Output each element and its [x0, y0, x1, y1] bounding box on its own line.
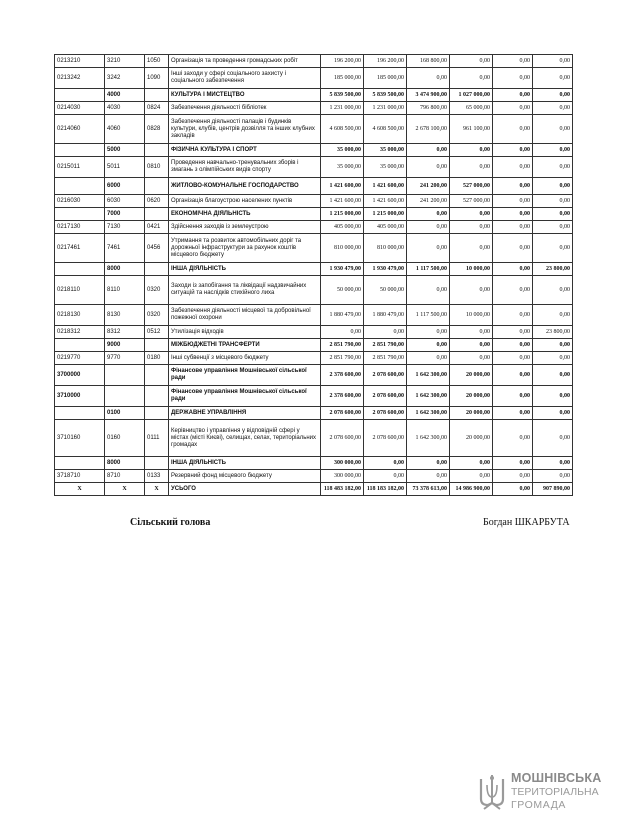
amount-cell: 0,00 [450, 352, 493, 365]
item-name-cell: ЕКОНОМІЧНА ДІЯЛЬНІСТЬ [169, 208, 321, 221]
amount-cell: 2 851 790,00 [321, 339, 364, 352]
community-logo [478, 770, 628, 818]
amount-cell: 0,00 [407, 234, 450, 263]
amount-cell: 0,00 [450, 326, 493, 339]
kpkv-code-cell: 7130 [105, 221, 145, 234]
amount-cell: 527 000,00 [450, 195, 493, 208]
kpkv-code-cell: 8000 [105, 457, 145, 470]
function-code-cell [145, 407, 169, 420]
amount-cell: 1 215 000,00 [321, 208, 364, 221]
table-row [55, 195, 573, 208]
amount-cell: 0,00 [407, 144, 450, 157]
program-code-cell [55, 407, 105, 420]
table-row [55, 420, 573, 457]
amount-cell: 0,00 [493, 276, 533, 305]
item-name-cell: ЖИТЛОВО-КОМУНАЛЬНЕ ГОСПОДАРСТВО [169, 178, 321, 195]
program-code-cell [55, 89, 105, 102]
amount-cell: 1 930 479,00 [364, 263, 407, 276]
amount-cell: 0,00 [407, 339, 450, 352]
kpkv-code-cell [105, 365, 145, 386]
amount-cell: 20 000,00 [450, 420, 493, 457]
amount-cell: 0,00 [450, 55, 493, 68]
kpkv-code-cell: 6030 [105, 195, 145, 208]
amount-cell: 2 851 790,00 [364, 352, 407, 365]
amount-cell: 185 000,00 [364, 68, 407, 89]
amount-cell: 0,00 [407, 68, 450, 89]
amount-cell: 0,00 [407, 326, 450, 339]
function-code-cell [145, 178, 169, 195]
amount-cell: 0,00 [493, 234, 533, 263]
amount-cell: 0,00 [533, 407, 573, 420]
table-row [55, 470, 573, 483]
program-code-cell [55, 339, 105, 352]
amount-cell: 1 642 300,00 [407, 407, 450, 420]
amount-cell: 2 851 790,00 [364, 339, 407, 352]
program-code-cell: 0218130 [55, 305, 105, 326]
amount-cell: 0,00 [450, 221, 493, 234]
amount-cell: 20 000,00 [450, 407, 493, 420]
amount-cell: 0,00 [450, 68, 493, 89]
program-code-cell: X [55, 483, 105, 496]
table-row [55, 365, 573, 386]
amount-cell: 0,00 [533, 457, 573, 470]
item-name-cell: Забезпечення діяльності палаців i будинків культури, клубів, центрів дозвілля та iнших клубних закладів [169, 115, 321, 144]
table-row [55, 234, 573, 263]
item-name-cell: УСЬОГО [169, 483, 321, 496]
amount-cell: 1 231 000,00 [321, 102, 364, 115]
amount-cell: 0,00 [533, 221, 573, 234]
item-name-cell: Фінансове управління Мошнівської сільської ради [169, 386, 321, 407]
program-code-cell [55, 457, 105, 470]
item-name-cell: Здійснення заходів із землеустрою [169, 221, 321, 234]
amount-cell: 1 421 600,00 [321, 195, 364, 208]
table-row [55, 157, 573, 178]
kpkv-code-cell: 4030 [105, 102, 145, 115]
function-code-cell: 0824 [145, 102, 169, 115]
table-row [55, 339, 573, 352]
program-code-cell: 0219770 [55, 352, 105, 365]
table-row [55, 483, 573, 496]
table-row [55, 115, 573, 144]
signature-name: Богдан ШКАРБУТА [483, 517, 570, 528]
amount-cell: 0,00 [493, 483, 533, 496]
amount-cell: 0,00 [450, 157, 493, 178]
table-row [55, 55, 573, 68]
amount-cell: 1 930 479,00 [321, 263, 364, 276]
program-code-cell: 3700000 [55, 365, 105, 386]
amount-cell: 0,00 [493, 305, 533, 326]
amount-cell: 0,00 [493, 386, 533, 407]
amount-cell: 241 200,00 [407, 178, 450, 195]
function-code-cell: 0421 [145, 221, 169, 234]
kpkv-code-cell: 0160 [105, 420, 145, 457]
amount-cell: 1 231 000,00 [364, 102, 407, 115]
amount-cell: 196 200,00 [321, 55, 364, 68]
function-code-cell [145, 263, 169, 276]
amount-cell: 0,00 [533, 115, 573, 144]
amount-cell: 0,00 [533, 208, 573, 221]
program-code-cell: 0218312 [55, 326, 105, 339]
function-code-cell: 0320 [145, 276, 169, 305]
function-code-cell [145, 339, 169, 352]
program-code-cell: 0215011 [55, 157, 105, 178]
amount-cell: 0,00 [450, 470, 493, 483]
amount-cell: 2 078 600,00 [364, 420, 407, 457]
kpkv-code-cell: 4060 [105, 115, 145, 144]
amount-cell: 20 000,00 [450, 365, 493, 386]
amount-cell: 0,00 [533, 178, 573, 195]
amount-cell: 0,00 [493, 68, 533, 89]
amount-cell: 0,00 [493, 263, 533, 276]
program-code-cell [55, 208, 105, 221]
kpkv-code-cell: 8312 [105, 326, 145, 339]
item-name-cell: КУЛЬТУРА І МИСТЕЦТВО [169, 89, 321, 102]
table-row [55, 144, 573, 157]
amount-cell: 0,00 [450, 144, 493, 157]
amount-cell: 0,00 [364, 326, 407, 339]
amount-cell: 2 078 600,00 [364, 365, 407, 386]
amount-cell: 1 642 300,00 [407, 365, 450, 386]
amount-cell: 50 000,00 [364, 276, 407, 305]
kpkv-code-cell: 0100 [105, 407, 145, 420]
amount-cell: 0,00 [533, 386, 573, 407]
table-row [55, 305, 573, 326]
amount-cell: 0,00 [533, 157, 573, 178]
table-row [55, 276, 573, 305]
amount-cell: 1 642 300,00 [407, 420, 450, 457]
function-code-cell [145, 365, 169, 386]
amount-cell: 50 000,00 [321, 276, 364, 305]
kpkv-code-cell: 3242 [105, 68, 145, 89]
function-code-cell [145, 457, 169, 470]
amount-cell: 65 000,00 [450, 102, 493, 115]
amount-cell: 73 378 613,00 [407, 483, 450, 496]
function-code-cell [145, 89, 169, 102]
program-code-cell [55, 263, 105, 276]
function-code-cell: 0133 [145, 470, 169, 483]
item-name-cell: Інші заходи у сфері соціального захисту і соціального забезпечення [169, 68, 321, 89]
amount-cell: 118 183 182,00 [364, 483, 407, 496]
amount-cell: 35 000,00 [321, 144, 364, 157]
item-name-cell: Утилізація відходів [169, 326, 321, 339]
function-code-cell [145, 386, 169, 407]
item-name-cell: Забезпечення діяльності місцевої та добровільної пожежної охорони [169, 305, 321, 326]
amount-cell: 1 421 600,00 [364, 178, 407, 195]
table-row [55, 178, 573, 195]
amount-cell: 0,00 [493, 457, 533, 470]
amount-cell: 796 800,00 [407, 102, 450, 115]
amount-cell: 0,00 [493, 420, 533, 457]
kpkv-code-cell: 4000 [105, 89, 145, 102]
kpkv-code-cell: X [105, 483, 145, 496]
amount-cell: 2 078 600,00 [321, 407, 364, 420]
function-code-cell: 1090 [145, 68, 169, 89]
amount-cell: 0,00 [493, 221, 533, 234]
program-code-cell: 0214030 [55, 102, 105, 115]
amount-cell: 241 200,00 [407, 195, 450, 208]
amount-cell: 0,00 [533, 470, 573, 483]
function-code-cell: 0828 [145, 115, 169, 144]
item-name-cell: МІЖБЮДЖЕТНІ ТРАНСФЕРТИ [169, 339, 321, 352]
amount-cell: 0,00 [533, 89, 573, 102]
amount-cell: 0,00 [407, 208, 450, 221]
amount-cell: 0,00 [407, 352, 450, 365]
logo-line-3: ГРОМАДА [511, 799, 567, 811]
amount-cell: 0,00 [533, 234, 573, 263]
table-row [55, 89, 573, 102]
amount-cell: 2 078 600,00 [364, 386, 407, 407]
amount-cell: 0,00 [493, 144, 533, 157]
signature-title: Сільський голова [130, 517, 211, 528]
amount-cell: 0,00 [450, 234, 493, 263]
kpkv-code-cell: 8710 [105, 470, 145, 483]
item-name-cell: Керівництво і управління у відповідній сфері у містах (місті Києві), селищах, селах, територіальних громадах [169, 420, 321, 457]
amount-cell: 0,00 [533, 68, 573, 89]
amount-cell: 35 000,00 [321, 157, 364, 178]
item-name-cell: ФІЗИЧНА КУЛЬТУРА І СПОРТ [169, 144, 321, 157]
amount-cell: 0,00 [493, 208, 533, 221]
item-name-cell: ІНША ДІЯЛЬНІСТЬ [169, 263, 321, 276]
amount-cell: 1 880 479,00 [321, 305, 364, 326]
amount-cell: 10 000,00 [450, 263, 493, 276]
item-name-cell: ІНША ДІЯЛЬНІСТЬ [169, 457, 321, 470]
kpkv-code-cell [105, 386, 145, 407]
program-code-cell [55, 178, 105, 195]
kpkv-code-cell: 7000 [105, 208, 145, 221]
amount-cell: 1 421 600,00 [364, 195, 407, 208]
amount-cell: 35 000,00 [364, 157, 407, 178]
amount-cell: 0,00 [407, 221, 450, 234]
table-row [55, 208, 573, 221]
function-code-cell: 0111 [145, 420, 169, 457]
function-code-cell: 0620 [145, 195, 169, 208]
program-code-cell: 0217130 [55, 221, 105, 234]
item-name-cell: Організація та проведення громадських робіт [169, 55, 321, 68]
amount-cell: 0,00 [533, 339, 573, 352]
amount-cell: 405 000,00 [321, 221, 364, 234]
amount-cell: 14 986 900,00 [450, 483, 493, 496]
amount-cell: 10 000,00 [450, 305, 493, 326]
table-row [55, 352, 573, 365]
amount-cell: 0,00 [493, 55, 533, 68]
function-code-cell: 0456 [145, 234, 169, 263]
amount-cell: 0,00 [493, 195, 533, 208]
amount-cell: 1 117 500,00 [407, 263, 450, 276]
program-code-cell: 0218110 [55, 276, 105, 305]
amount-cell: 23 800,00 [533, 326, 573, 339]
amount-cell: 0,00 [493, 89, 533, 102]
amount-cell: 5 839 500,00 [364, 89, 407, 102]
program-code-cell: 3718710 [55, 470, 105, 483]
amount-cell: 0,00 [493, 115, 533, 144]
amount-cell: 961 100,00 [450, 115, 493, 144]
amount-cell: 0,00 [533, 352, 573, 365]
item-name-cell: Утримання та розвиток автомобільних доріг та дорожньої інфраструктури за рахунок коштів місцевого бюджету [169, 234, 321, 263]
function-code-cell: 0180 [145, 352, 169, 365]
amount-cell: 1 117 500,00 [407, 305, 450, 326]
amount-cell: 4 608 500,00 [364, 115, 407, 144]
amount-cell: 0,00 [533, 305, 573, 326]
table-row [55, 457, 573, 470]
amount-cell: 5 839 500,00 [321, 89, 364, 102]
amount-cell: 0,00 [533, 420, 573, 457]
amount-cell: 23 800,00 [533, 263, 573, 276]
function-code-cell: 1050 [145, 55, 169, 68]
amount-cell: 405 000,00 [364, 221, 407, 234]
amount-cell: 0,00 [493, 365, 533, 386]
item-name-cell: Забезпечення діяльності бібліотек [169, 102, 321, 115]
table-row [55, 102, 573, 115]
amount-cell: 20 000,00 [450, 386, 493, 407]
amount-cell: 2 078 600,00 [364, 407, 407, 420]
kpkv-code-cell: 7461 [105, 234, 145, 263]
amount-cell: 196 200,00 [364, 55, 407, 68]
amount-cell: 527 000,00 [450, 178, 493, 195]
amount-cell: 0,00 [533, 102, 573, 115]
amount-cell: 1 642 300,00 [407, 386, 450, 407]
program-code-cell: 0213242 [55, 68, 105, 89]
amount-cell: 0,00 [407, 157, 450, 178]
function-code-cell: 0320 [145, 305, 169, 326]
table-row [55, 263, 573, 276]
amount-cell: 0,00 [493, 102, 533, 115]
amount-cell: 0,00 [450, 339, 493, 352]
kpkv-code-cell: 9000 [105, 339, 145, 352]
logo-line-2: ТЕРИТОРІАЛЬНА [511, 786, 599, 798]
amount-cell: 1 215 000,00 [364, 208, 407, 221]
amount-cell: 168 800,00 [407, 55, 450, 68]
function-code-cell [145, 144, 169, 157]
function-code-cell: X [145, 483, 169, 496]
amount-cell: 1 421 600,00 [321, 178, 364, 195]
amount-cell: 0,00 [450, 276, 493, 305]
amount-cell: 300 000,00 [321, 470, 364, 483]
kpkv-code-cell: 8000 [105, 263, 145, 276]
program-code-cell: 3710160 [55, 420, 105, 457]
kpkv-code-cell: 3210 [105, 55, 145, 68]
amount-cell: 0,00 [533, 365, 573, 386]
table-row [55, 407, 573, 420]
amount-cell: 1 027 000,00 [450, 89, 493, 102]
amount-cell: 4 608 500,00 [321, 115, 364, 144]
amount-cell: 2 851 790,00 [321, 352, 364, 365]
amount-cell: 0,00 [493, 326, 533, 339]
table-row [55, 221, 573, 234]
kpkv-code-cell: 8110 [105, 276, 145, 305]
program-code-cell [55, 144, 105, 157]
amount-cell: 0,00 [407, 457, 450, 470]
amount-cell: 2 678 100,00 [407, 115, 450, 144]
item-name-cell: Резервний фонд місцевого бюджету [169, 470, 321, 483]
program-code-cell: 3710000 [55, 386, 105, 407]
program-code-cell: 0217461 [55, 234, 105, 263]
item-name-cell: Організація благоустрою населених пунктів [169, 195, 321, 208]
amount-cell: 907 890,00 [533, 483, 573, 496]
amount-cell: 0,00 [407, 276, 450, 305]
program-code-cell: 0213210 [55, 55, 105, 68]
amount-cell: 300 000,00 [321, 457, 364, 470]
trident-emblem-icon [478, 773, 506, 813]
program-code-cell: 0214060 [55, 115, 105, 144]
amount-cell: 0,00 [450, 457, 493, 470]
logo-line-1: МОШНІВСЬКА [511, 771, 602, 785]
table-row [55, 326, 573, 339]
function-code-cell [145, 208, 169, 221]
amount-cell: 185 000,00 [321, 68, 364, 89]
item-name-cell: Заходи із запобігання та ліквідації надзвичайних ситуацій та наслідків стихійного лиха [169, 276, 321, 305]
amount-cell: 2 078 600,00 [321, 420, 364, 457]
amount-cell: 0,00 [533, 276, 573, 305]
item-name-cell: Фінансове управління Мошнівської сільської ради [169, 365, 321, 386]
amount-cell: 0,00 [533, 55, 573, 68]
amount-cell: 0,00 [493, 339, 533, 352]
amount-cell: 0,00 [533, 144, 573, 157]
amount-cell: 0,00 [407, 470, 450, 483]
item-name-cell: ДЕРЖАВНЕ УПРАВЛІННЯ [169, 407, 321, 420]
table-row [55, 68, 573, 89]
amount-cell: 0,00 [493, 178, 533, 195]
amount-cell: 0,00 [493, 407, 533, 420]
amount-cell: 0,00 [493, 157, 533, 178]
amount-cell: 810 000,00 [321, 234, 364, 263]
kpkv-code-cell: 5011 [105, 157, 145, 178]
amount-cell: 0,00 [321, 326, 364, 339]
amount-cell: 0,00 [493, 352, 533, 365]
kpkv-code-cell: 5000 [105, 144, 145, 157]
item-name-cell: Проведення навчально-тренувальних зборів і змагань з олімпійських видів спорту [169, 157, 321, 178]
amount-cell: 2 378 600,00 [321, 365, 364, 386]
amount-cell: 810 000,00 [364, 234, 407, 263]
item-name-cell: Інші субвенції з місцевого бюджету [169, 352, 321, 365]
amount-cell: 0,00 [450, 208, 493, 221]
amount-cell: 2 378 600,00 [321, 386, 364, 407]
budget-table [54, 54, 573, 496]
amount-cell: 3 474 900,00 [407, 89, 450, 102]
kpkv-code-cell: 6000 [105, 178, 145, 195]
kpkv-code-cell: 9770 [105, 352, 145, 365]
kpkv-code-cell: 8130 [105, 305, 145, 326]
function-code-cell: 0512 [145, 326, 169, 339]
program-code-cell: 0216030 [55, 195, 105, 208]
amount-cell: 0,00 [533, 195, 573, 208]
amount-cell: 0,00 [493, 470, 533, 483]
table-row [55, 386, 573, 407]
amount-cell: 118 483 182,00 [321, 483, 364, 496]
amount-cell: 0,00 [364, 457, 407, 470]
amount-cell: 1 880 479,00 [364, 305, 407, 326]
amount-cell: 35 000,00 [364, 144, 407, 157]
amount-cell: 0,00 [364, 470, 407, 483]
function-code-cell: 0810 [145, 157, 169, 178]
